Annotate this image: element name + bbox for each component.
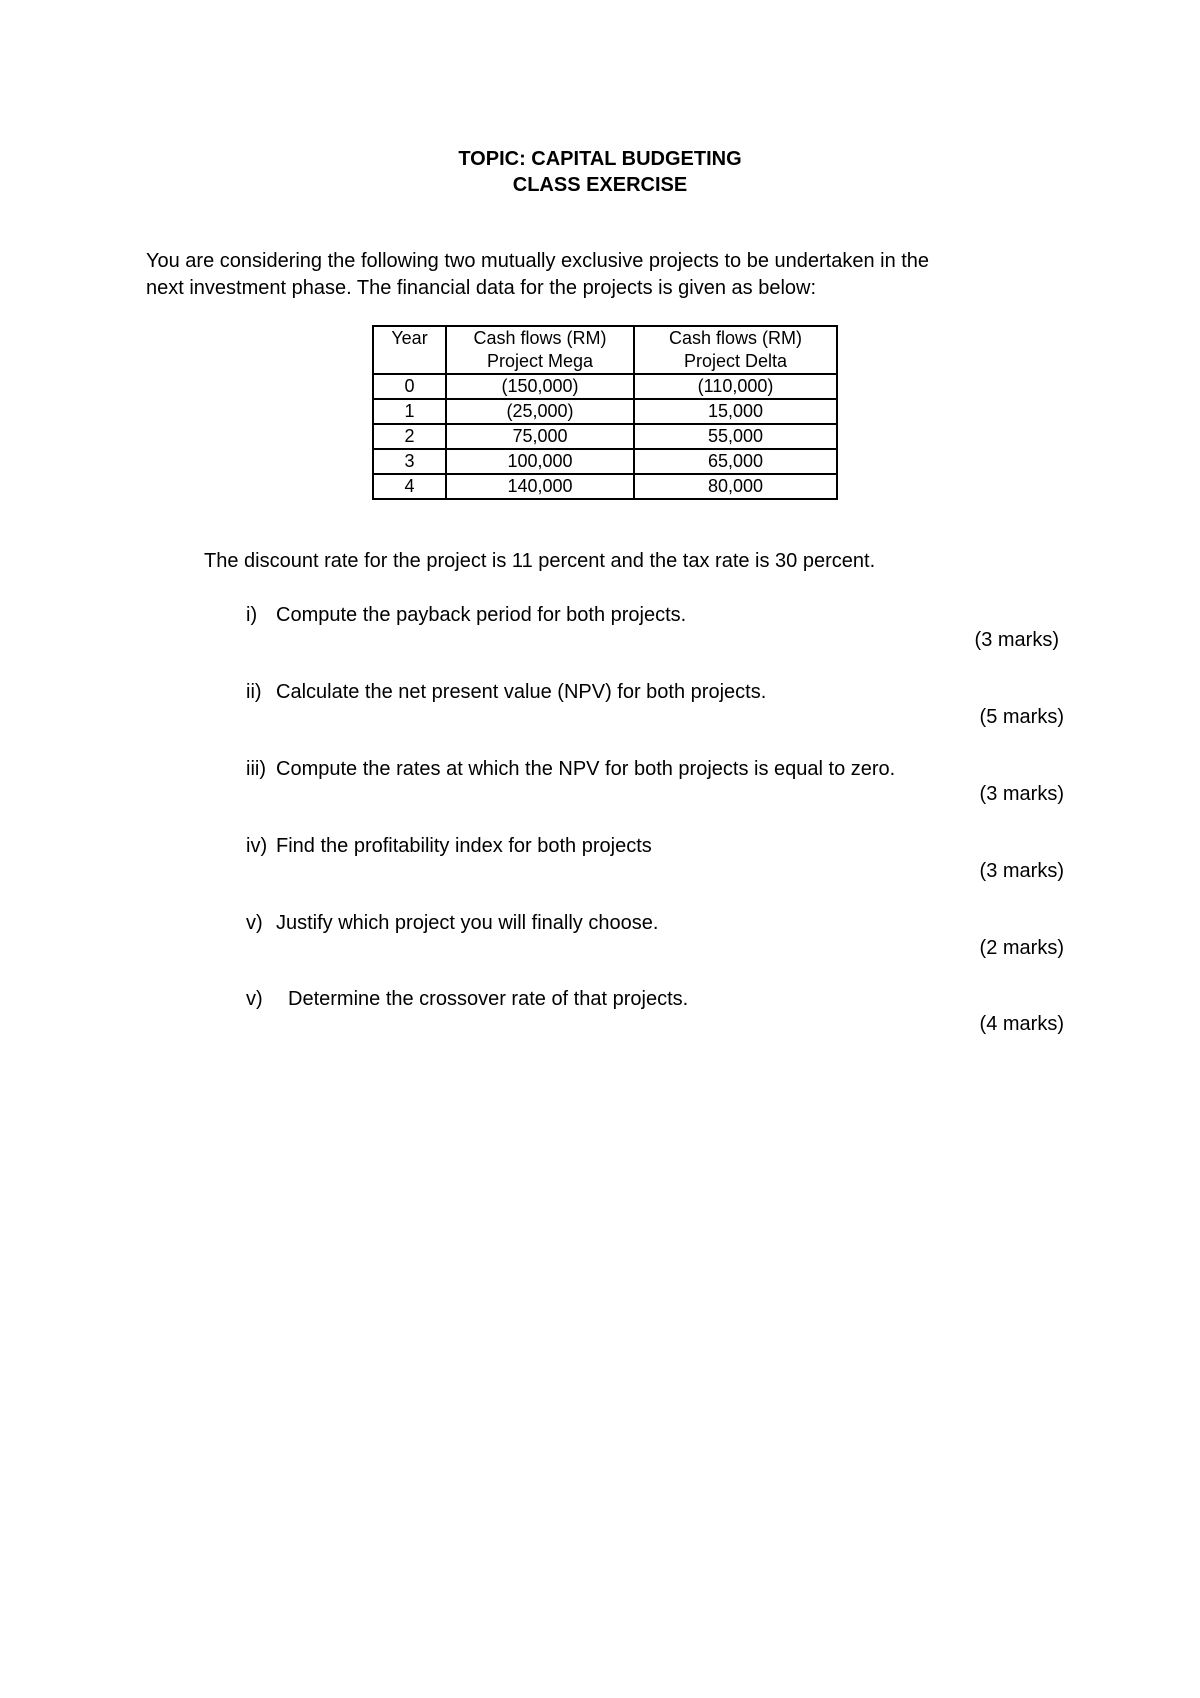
question-item bbox=[246, 911, 1066, 936]
question-number: iv) bbox=[246, 835, 268, 857]
cell-delta: 15,000 bbox=[634, 399, 837, 424]
question-marks: (5 marks) bbox=[979, 706, 1064, 728]
intro-paragraph bbox=[146, 248, 1046, 302]
cell-delta: 80,000 bbox=[634, 474, 837, 499]
intro-line-1: You are considering the following two mutually exclusive projects to be undertaken in the bbox=[146, 250, 930, 272]
question-text: Find the profitability index for both projects bbox=[276, 835, 652, 857]
cell-mega: 100,000 bbox=[446, 449, 634, 474]
question-text: Calculate the net present value (NPV) for both projects. bbox=[276, 681, 767, 703]
title-block bbox=[0, 146, 1200, 198]
question-marks: (4 marks) bbox=[979, 1013, 1064, 1035]
discount-statement: The discount rate for the project is 11 percent and the tax rate is 30 percent. bbox=[204, 550, 876, 572]
cell-delta: 65,000 bbox=[634, 449, 837, 474]
header-project-mega: Cash flows (RM) Project Mega bbox=[446, 326, 634, 374]
table-row bbox=[373, 449, 837, 474]
question-item bbox=[246, 834, 1066, 859]
table-row bbox=[373, 374, 837, 399]
question-text: Compute the payback period for both projects. bbox=[276, 604, 687, 626]
table-row bbox=[373, 399, 837, 424]
question-number: v) bbox=[246, 988, 263, 1010]
table-row bbox=[373, 474, 837, 499]
question-number: ii) bbox=[246, 681, 262, 703]
cell-year: 1 bbox=[373, 399, 446, 424]
header-project-delta: Cash flows (RM) Project Delta bbox=[634, 326, 837, 374]
cell-year: 4 bbox=[373, 474, 446, 499]
question-item bbox=[246, 987, 1066, 1012]
cell-year: 2 bbox=[373, 424, 446, 449]
cell-mega: 140,000 bbox=[446, 474, 634, 499]
question-number: iii) bbox=[246, 758, 266, 780]
table-row bbox=[373, 424, 837, 449]
question-number: i) bbox=[246, 604, 258, 626]
question-item bbox=[246, 603, 1066, 628]
cell-mega: (25,000) bbox=[446, 399, 634, 424]
cell-delta: 55,000 bbox=[634, 424, 837, 449]
cash-flow-table bbox=[372, 325, 838, 500]
question-text: Determine the crossover rate of that projects. bbox=[288, 988, 689, 1010]
cell-delta: (110,000) bbox=[634, 374, 837, 399]
question-marks: (2 marks) bbox=[979, 937, 1064, 959]
intro-line-2: next investment phase. The financial data for the projects is given as below: bbox=[146, 277, 817, 299]
question-marks: (3 marks) bbox=[979, 783, 1064, 805]
question-item bbox=[246, 757, 1066, 782]
page-title: TOPIC: CAPITAL BUDGETING bbox=[458, 148, 742, 170]
cell-year: 3 bbox=[373, 449, 446, 474]
cell-mega: 75,000 bbox=[446, 424, 634, 449]
question-item bbox=[246, 680, 1066, 705]
page-subtitle: CLASS EXERCISE bbox=[512, 174, 688, 196]
table-header-row bbox=[373, 326, 837, 374]
cell-mega: (150,000) bbox=[446, 374, 634, 399]
cell-year: 0 bbox=[373, 374, 446, 399]
question-number: v) bbox=[246, 912, 263, 934]
question-marks: (3 marks) bbox=[979, 860, 1064, 882]
question-text: Justify which project you will finally choose. bbox=[276, 912, 659, 934]
question-marks: (3 marks) bbox=[974, 629, 1059, 651]
question-text: Compute the rates at which the NPV for both projects is equal to zero. bbox=[276, 758, 896, 780]
header-year: Year bbox=[373, 326, 446, 374]
